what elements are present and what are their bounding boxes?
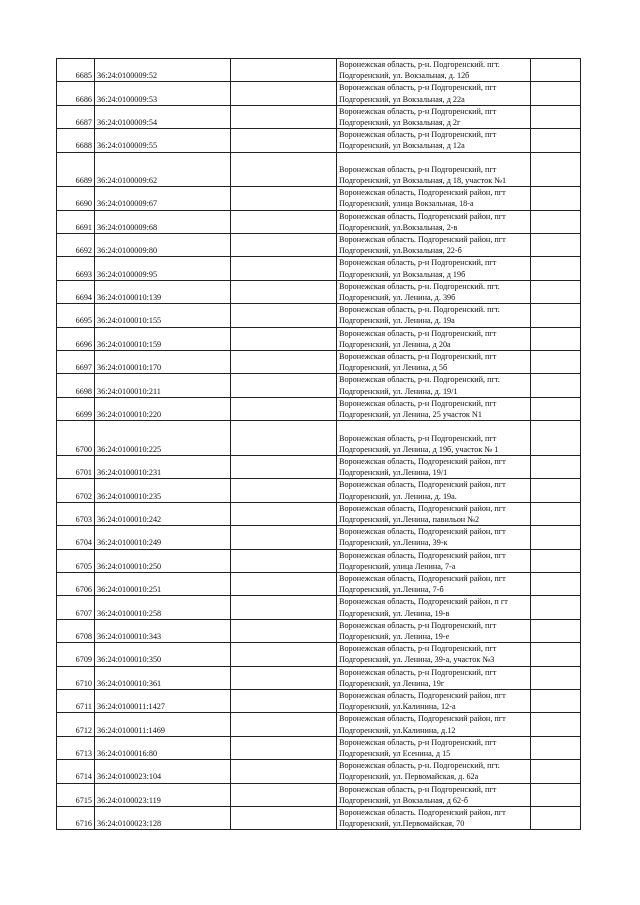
address-line: Подгоренский, ул.Калинина, 12-а: [339, 702, 456, 712]
table-row: [57, 643, 581, 666]
empty-cell: [231, 666, 337, 689]
empty-cell: [531, 689, 581, 712]
cadastral-number: 36:24:0100009:53: [95, 82, 231, 105]
row-number: 6711: [57, 689, 95, 712]
address-cell: [337, 713, 531, 736]
address-line: Воронежская область, р-н Подгоренский, пгт: [339, 164, 497, 174]
cadastral-number: 36:24:0100016:80: [95, 736, 231, 759]
table-row: [57, 129, 581, 152]
row-number: 6688: [57, 129, 95, 152]
address-line: Воронежская область. Подгоренский район, пгт: [339, 235, 506, 245]
address-line: Воронежская область, Подгоренский район, пгт: [339, 211, 506, 221]
empty-cell: [231, 304, 337, 327]
row-number: 6709: [57, 643, 95, 666]
table-row: [57, 455, 581, 478]
empty-cell: [531, 280, 581, 303]
row-number: 6710: [57, 666, 95, 689]
empty-cell: [531, 304, 581, 327]
address-line: Подгоренский, ул Вокзальная, д 2г: [339, 118, 461, 128]
cadastral-number: 36:24:0100010:225: [95, 421, 231, 456]
cadastral-number: 36:24:0100023:104: [95, 760, 231, 783]
row-number: 6700: [57, 421, 95, 456]
address-cell: [337, 257, 531, 280]
cadastral-number: 36:24:0100009:67: [95, 187, 231, 210]
address-line: Подгоренский, ул Вокзальная, д 12а: [339, 141, 465, 151]
address-line: Подгоренский, ул Вокзальная, д 22а: [339, 94, 465, 104]
address-line: Воронежская область, Подгоренский район, пгт: [339, 527, 506, 537]
address-line: Воронежская область, р-н Подгоренский, пгт: [339, 352, 497, 362]
address-cell: [337, 105, 531, 128]
table-row: [57, 187, 581, 210]
table-row: [57, 619, 581, 642]
address-line: Подгоренский, ул. Ленина, д. 39б: [339, 293, 456, 303]
address-cell: [337, 783, 531, 806]
table-row: [57, 105, 581, 128]
address-line: Подгоренский, ул.Ленина, 7-б: [339, 585, 444, 595]
empty-cell: [231, 713, 337, 736]
address-line: Подгоренский, ул. Ленина, д. 19а: [339, 316, 455, 326]
address-cell: [337, 596, 531, 619]
row-number: 6706: [57, 572, 95, 595]
empty-cell: [231, 82, 337, 105]
empty-cell: [231, 152, 337, 187]
row-number: 6702: [57, 479, 95, 502]
table-row: [57, 152, 581, 187]
address-cell: [337, 397, 531, 420]
address-line: Воронежская область, Подгоренский район, пгт: [339, 456, 506, 466]
cadastral-number: 36:24:0100009:55: [95, 129, 231, 152]
address-line: Воронежская область, р-н Подгоренский, пгт: [339, 258, 497, 268]
empty-cell: [531, 713, 581, 736]
row-number: 6696: [57, 327, 95, 350]
address-line: Подгоренский, ул.Первомайская, 70: [339, 819, 465, 829]
registry-table: [56, 58, 581, 830]
table-row: [57, 572, 581, 595]
empty-cell: [231, 736, 337, 759]
row-number: 6701: [57, 455, 95, 478]
cadastral-number: 36:24:0100009:52: [95, 59, 231, 82]
address-line: Подгоренский, улица Вокзальная, 18-а: [339, 199, 474, 209]
empty-cell: [531, 257, 581, 280]
address-cell: [337, 807, 531, 830]
empty-cell: [531, 327, 581, 350]
address-line: Воронежская область, р-н. Подгоренский, пгт.: [339, 375, 500, 385]
empty-cell: [231, 596, 337, 619]
address-line: Подгоренский, ул Ленина, 19г: [339, 678, 445, 688]
address-line: Воронежская область, р-н Подгоренский, пгт: [339, 737, 497, 747]
table-row: [57, 327, 581, 350]
address-line: Воронежская область, р-н Подгоренский, пгт: [339, 130, 497, 140]
cadastral-number: 36:24:0100009:95: [95, 257, 231, 280]
empty-cell: [531, 397, 581, 420]
empty-cell: [531, 152, 581, 187]
address-cell: [337, 643, 531, 666]
address-line: Подгоренский, улица Ленина, 7-а: [339, 561, 456, 571]
table-row: [57, 374, 581, 397]
address-line: Подгоренский, ул Вокзальная, д 62-б: [339, 795, 468, 805]
empty-cell: [231, 280, 337, 303]
table-row: [57, 689, 581, 712]
address-line: Подгоренский, ул Ленина, д 20а: [339, 339, 451, 349]
address-line: Подгоренский, ул. Первомайская, д. 62а: [339, 772, 479, 782]
address-cell: [337, 619, 531, 642]
address-line: Подгоренский, ул Вокзальная, д 19б: [339, 269, 466, 279]
cadastral-number: 36:24:0100010:242: [95, 502, 231, 525]
table-row: [57, 421, 581, 456]
empty-cell: [231, 760, 337, 783]
cadastral-number: 36:24:0100010:250: [95, 549, 231, 572]
address-cell: [337, 572, 531, 595]
empty-cell: [531, 59, 581, 82]
empty-cell: [531, 187, 581, 210]
table-row: [57, 783, 581, 806]
empty-cell: [231, 455, 337, 478]
empty-cell: [531, 502, 581, 525]
address-line: Воронежская область, Подгоренский район, пгт: [339, 690, 506, 700]
cadastral-number: 36:24:0100010:211: [95, 374, 231, 397]
address-line: Подгоренский, ул.Вокзальная, 2-в: [339, 222, 458, 232]
address-line: Подгоренский, ул.Вокзальная, 22-б: [339, 246, 462, 256]
empty-cell: [531, 234, 581, 257]
cadastral-number: 36:24:0100010:343: [95, 619, 231, 642]
table-row: [57, 502, 581, 525]
address-line: Воронежская область, Подгоренский район, пгт: [339, 480, 506, 490]
empty-cell: [531, 760, 581, 783]
row-number: 6708: [57, 619, 95, 642]
row-number: 6705: [57, 549, 95, 572]
address-line: Подгоренский, ул Ленина, д 5б: [339, 363, 448, 373]
address-cell: [337, 760, 531, 783]
address-line: Воронежская область, р-н Подгоренский, пгт: [339, 644, 497, 654]
empty-cell: [231, 807, 337, 830]
table-row: [57, 257, 581, 280]
empty-cell: [531, 666, 581, 689]
cadastral-number: 36:24:0100010:220: [95, 397, 231, 420]
address-line: Воронежская область, Подгоренский район, пгт: [339, 188, 506, 198]
cadastral-number: 36:24:0100010:350: [95, 643, 231, 666]
cadastral-number: 36:24:0100009:54: [95, 105, 231, 128]
row-number: 6713: [57, 736, 95, 759]
table-row: [57, 82, 581, 105]
table-row: [57, 666, 581, 689]
address-line: [339, 421, 528, 432]
address-line: Воронежская область, р-н Подгоренский, пгт: [339, 620, 497, 630]
empty-cell: [231, 234, 337, 257]
row-number: 6693: [57, 257, 95, 280]
address-line: Воронежская область, р-н Подгоренский, пгт: [339, 667, 497, 677]
cadastral-number: 36:24:0100010:251: [95, 572, 231, 595]
address-line: Воронежская область, Подгоренский район, пгт: [339, 550, 506, 560]
address-cell: [337, 479, 531, 502]
table-row: [57, 736, 581, 759]
empty-cell: [531, 736, 581, 759]
address-cell: [337, 59, 531, 82]
address-cell: [337, 327, 531, 350]
table-row: [57, 234, 581, 257]
address-line: Воронежская область, р-н. Подгоренский. пгт.: [339, 305, 500, 315]
table-row: [57, 526, 581, 549]
address-line: Воронежская область, р-н. Подгоренский. пгт.: [339, 60, 500, 69]
row-number: 6704: [57, 526, 95, 549]
address-line: Воронежская область, р-н Подгоренский, пгт: [339, 784, 497, 794]
address-cell: [337, 526, 531, 549]
cadastral-number: 36:24:0100010:139: [95, 280, 231, 303]
address-line: Подгоренский, ул Вокзальная, д 18, участок №1: [339, 176, 507, 186]
address-line: Подгоренский, ул. Ленина, 39-а, участок №3: [339, 655, 495, 665]
cadastral-number: 36:24:0100011:1427: [95, 689, 231, 712]
row-number: 6698: [57, 374, 95, 397]
row-number: 6689: [57, 152, 95, 187]
empty-cell: [531, 596, 581, 619]
row-number: 6685: [57, 59, 95, 82]
empty-cell: [231, 187, 337, 210]
address-cell: [337, 82, 531, 105]
address-cell: [337, 129, 531, 152]
empty-cell: [231, 129, 337, 152]
address-line: Воронежская область, р-н Подгоренский, пгт: [339, 83, 497, 93]
empty-cell: [231, 397, 337, 420]
empty-cell: [531, 479, 581, 502]
address-line: Воронежская область, Подгоренский район, пгт: [339, 714, 506, 724]
cadastral-number: 36:24:0100009:68: [95, 210, 231, 233]
row-number: 6694: [57, 280, 95, 303]
address-line: Подгоренский, ул Есенина, д 15: [339, 748, 451, 758]
cadastral-number: 36:24:0100023:119: [95, 783, 231, 806]
empty-cell: [231, 526, 337, 549]
empty-cell: [231, 549, 337, 572]
empty-cell: [231, 619, 337, 642]
empty-cell: [531, 421, 581, 456]
empty-cell: [531, 129, 581, 152]
address-line: Подгоренский, ул. Ленина, д. 19а.: [339, 491, 457, 501]
cadastral-number: 36:24:0100010:258: [95, 596, 231, 619]
address-line: Воронежская область, р-н Подгоренский, пгт: [339, 328, 497, 338]
address-cell: [337, 210, 531, 233]
table-row: [57, 479, 581, 502]
address-line: Подгоренский, ул. Вокзальная, д. 12б: [339, 71, 470, 81]
row-number: 6691: [57, 210, 95, 233]
row-number: 6687: [57, 105, 95, 128]
address-line: Воронежская область, р-н. Подгоренский, пгт.: [339, 761, 500, 771]
address-line: Воронежская область, р-н Подгоренский, пгт: [339, 398, 497, 408]
table-row: [57, 210, 581, 233]
row-number: 6699: [57, 397, 95, 420]
address-line: Подгоренский, ул Ленина, 25 участок N1: [339, 410, 482, 420]
table-row: [57, 760, 581, 783]
address-cell: [337, 374, 531, 397]
empty-cell: [531, 210, 581, 233]
empty-cell: [231, 59, 337, 82]
empty-cell: [531, 619, 581, 642]
address-line: Подгоренский, ул. Ленина, 19-в: [339, 608, 450, 618]
row-number: 6712: [57, 713, 95, 736]
address-cell: [337, 549, 531, 572]
empty-cell: [531, 549, 581, 572]
empty-cell: [231, 105, 337, 128]
table-row: [57, 351, 581, 374]
cadastral-number: 36:24:0100011:1469: [95, 713, 231, 736]
empty-cell: [531, 374, 581, 397]
table-row: [57, 596, 581, 619]
address-line: Воронежская область, Подгоренский район, пгт: [339, 573, 506, 583]
address-line: Воронежская область, Подгоренский район, п гт: [339, 597, 508, 607]
empty-cell: [231, 257, 337, 280]
address-cell: [337, 689, 531, 712]
cadastral-number: 36:24:0100010:249: [95, 526, 231, 549]
address-line: Подгоренский, ул.Ленина, 39-к: [339, 538, 448, 548]
address-line: Подгоренский, ул Ленина, д 19б, участок № 1: [339, 444, 499, 454]
row-number: 6703: [57, 502, 95, 525]
empty-cell: [531, 82, 581, 105]
table-row: [57, 280, 581, 303]
row-number: 6692: [57, 234, 95, 257]
table-row: [57, 304, 581, 327]
row-number: 6707: [57, 596, 95, 619]
address-line: Воронежская область, р-н Подгоренский, пгт: [339, 433, 497, 443]
address-line: Подгоренский, ул.Ленина, павильон №2: [339, 514, 480, 524]
address-cell: [337, 666, 531, 689]
address-cell: [337, 280, 531, 303]
cadastral-number: 36:24:0100010:361: [95, 666, 231, 689]
address-line: Подгоренский, ул.Ленина, 19/1: [339, 468, 448, 478]
row-number: 6695: [57, 304, 95, 327]
table-row: [57, 397, 581, 420]
empty-cell: [231, 351, 337, 374]
row-number: 6686: [57, 82, 95, 105]
address-line: Воронежская область, р-н Подгоренский, пгт: [339, 106, 497, 116]
cadastral-number: 36:24:0100010:235: [95, 479, 231, 502]
row-number: 6714: [57, 760, 95, 783]
empty-cell: [531, 526, 581, 549]
cadastral-number: 36:24:0100010:170: [95, 351, 231, 374]
empty-cell: [531, 783, 581, 806]
empty-cell: [531, 643, 581, 666]
empty-cell: [531, 807, 581, 830]
empty-cell: [231, 327, 337, 350]
address-line: Воронежская область. Подгоренский район, пгт: [339, 808, 506, 817]
empty-cell: [231, 689, 337, 712]
cadastral-number: 36:24:0100010:155: [95, 304, 231, 327]
address-cell: [337, 736, 531, 759]
empty-cell: [231, 643, 337, 666]
address-line: [339, 153, 528, 164]
row-number: 6690: [57, 187, 95, 210]
address-cell: [337, 502, 531, 525]
empty-cell: [231, 421, 337, 456]
cadastral-number: 36:24:0100023:128: [95, 807, 231, 830]
cadastral-number: 36:24:0100010:231: [95, 455, 231, 478]
address-cell: [337, 152, 531, 187]
address-cell: [337, 421, 531, 456]
empty-cell: [531, 455, 581, 478]
address-line: Подгоренский, ул.Калинина, д.12: [339, 725, 456, 735]
cadastral-number: 36:24:0100009:80: [95, 234, 231, 257]
empty-cell: [531, 351, 581, 374]
empty-cell: [231, 374, 337, 397]
address-cell: [337, 187, 531, 210]
cadastral-number: 36:24:0100009:62: [95, 152, 231, 187]
table-row: [57, 549, 581, 572]
address-cell: [337, 455, 531, 478]
empty-cell: [531, 105, 581, 128]
row-number: 6715: [57, 783, 95, 806]
row-number: 6716: [57, 807, 95, 830]
empty-cell: [231, 210, 337, 233]
address-cell: [337, 351, 531, 374]
address-line: Воронежская область, р-н. Подгоренский. пгт.: [339, 281, 500, 291]
row-number: 6697: [57, 351, 95, 374]
address-line: Подгоренский, ул. Ленина, д. 19/1: [339, 386, 458, 396]
empty-cell: [531, 572, 581, 595]
empty-cell: [231, 572, 337, 595]
empty-cell: [231, 479, 337, 502]
address-line: Подгоренский, ул. Ленина, 19-е: [339, 631, 450, 641]
table-row: [57, 59, 581, 82]
table-row: [57, 713, 581, 736]
address-cell: [337, 234, 531, 257]
table-row: [57, 807, 581, 830]
address-line: Воронежская область, Подгоренский район, пгт: [339, 503, 506, 513]
empty-cell: [231, 502, 337, 525]
registry-table-body: [57, 59, 581, 830]
address-cell: [337, 304, 531, 327]
empty-cell: [231, 783, 337, 806]
cadastral-number: 36:24:0100010:159: [95, 327, 231, 350]
